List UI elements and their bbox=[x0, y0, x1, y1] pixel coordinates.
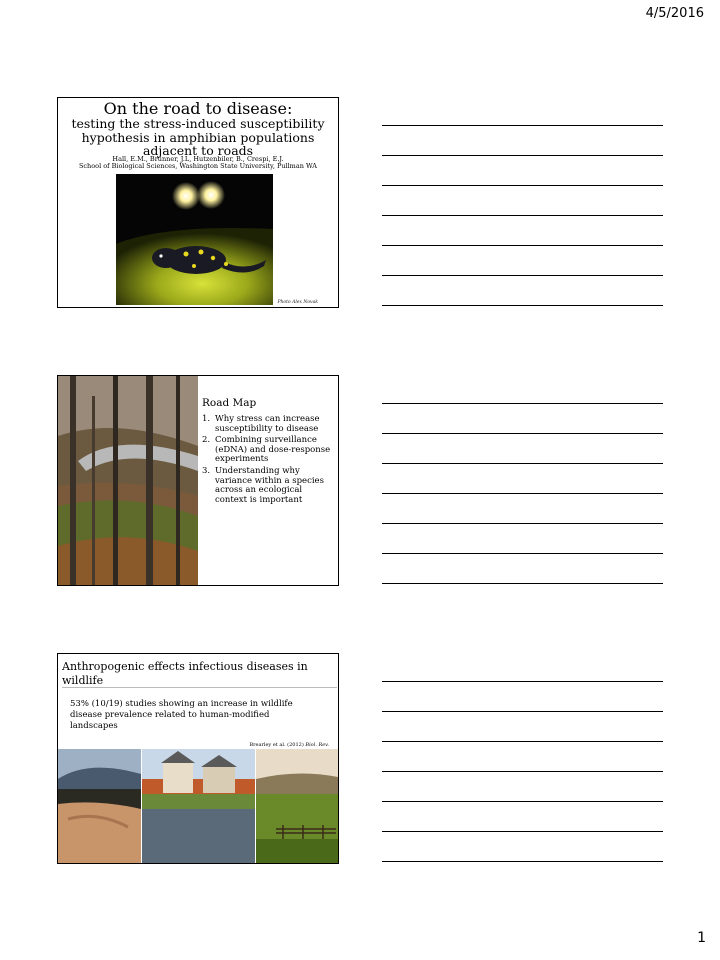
note-line bbox=[382, 553, 663, 554]
slide3-title: Anthropogenic effects infectious diseases in wildlife bbox=[62, 660, 308, 687]
note-line bbox=[382, 403, 663, 404]
slide1-title: On the road to disease: bbox=[103, 99, 293, 118]
note-line bbox=[382, 493, 663, 494]
note-line bbox=[382, 711, 663, 712]
note-line bbox=[382, 523, 663, 524]
note-line bbox=[382, 831, 663, 832]
note-line bbox=[382, 771, 663, 772]
slide3-body-text: 53% (10/19) studies showing an increase in wildlife disease prevalence related to human-modified landscapes bbox=[70, 699, 293, 731]
list-item: 3. Understanding why variance within a species across an ecological context is important bbox=[202, 465, 324, 505]
note-line bbox=[382, 861, 663, 862]
forest-road-photo bbox=[58, 376, 198, 585]
note-line bbox=[382, 463, 663, 464]
note-line bbox=[382, 801, 663, 802]
citation: Brearley et al. (2012) Biol. Rev. bbox=[249, 742, 329, 748]
slide1-affiliation: School of Biological Sciences, Washington State University, Pullman WA bbox=[78, 162, 318, 170]
note-line bbox=[382, 433, 663, 434]
slide1-authors: Hall, E.M., Brunner, J.L, Hutzenbiler, B., Crespi, E.J. bbox=[112, 155, 284, 163]
note-line bbox=[382, 741, 663, 742]
photo-credit: Photo Alex Novak bbox=[277, 300, 318, 305]
note-line bbox=[382, 125, 663, 126]
list-item: 1. Why stress can increase susceptibility to disease bbox=[202, 414, 320, 434]
note-line bbox=[382, 681, 663, 682]
page-date: 4/5/2016 bbox=[645, 6, 704, 21]
salamander-photo bbox=[116, 174, 273, 305]
note-line bbox=[382, 155, 663, 156]
note-line bbox=[382, 583, 663, 584]
list-item: 2. Combining surveillance (eDNA) and dose-response experiments bbox=[202, 435, 331, 465]
landscape-photos bbox=[58, 749, 338, 863]
note-line bbox=[382, 185, 663, 186]
note-line bbox=[382, 305, 663, 306]
slide-thumbnail-2 bbox=[57, 375, 339, 586]
slide-thumbnail-3 bbox=[57, 653, 339, 864]
slide1-subtitle: testing the stress-induced susceptibility hypothesis in amphibian populations adjacent to roads bbox=[71, 116, 325, 158]
title-divider bbox=[62, 687, 337, 688]
slide-thumbnail-1 bbox=[57, 97, 339, 308]
page-number: 1 bbox=[697, 930, 706, 946]
note-line bbox=[382, 245, 663, 246]
slide2-title: Road Map bbox=[202, 397, 257, 409]
note-line bbox=[382, 275, 663, 276]
road-map-list bbox=[202, 415, 332, 507]
note-line bbox=[382, 215, 663, 216]
